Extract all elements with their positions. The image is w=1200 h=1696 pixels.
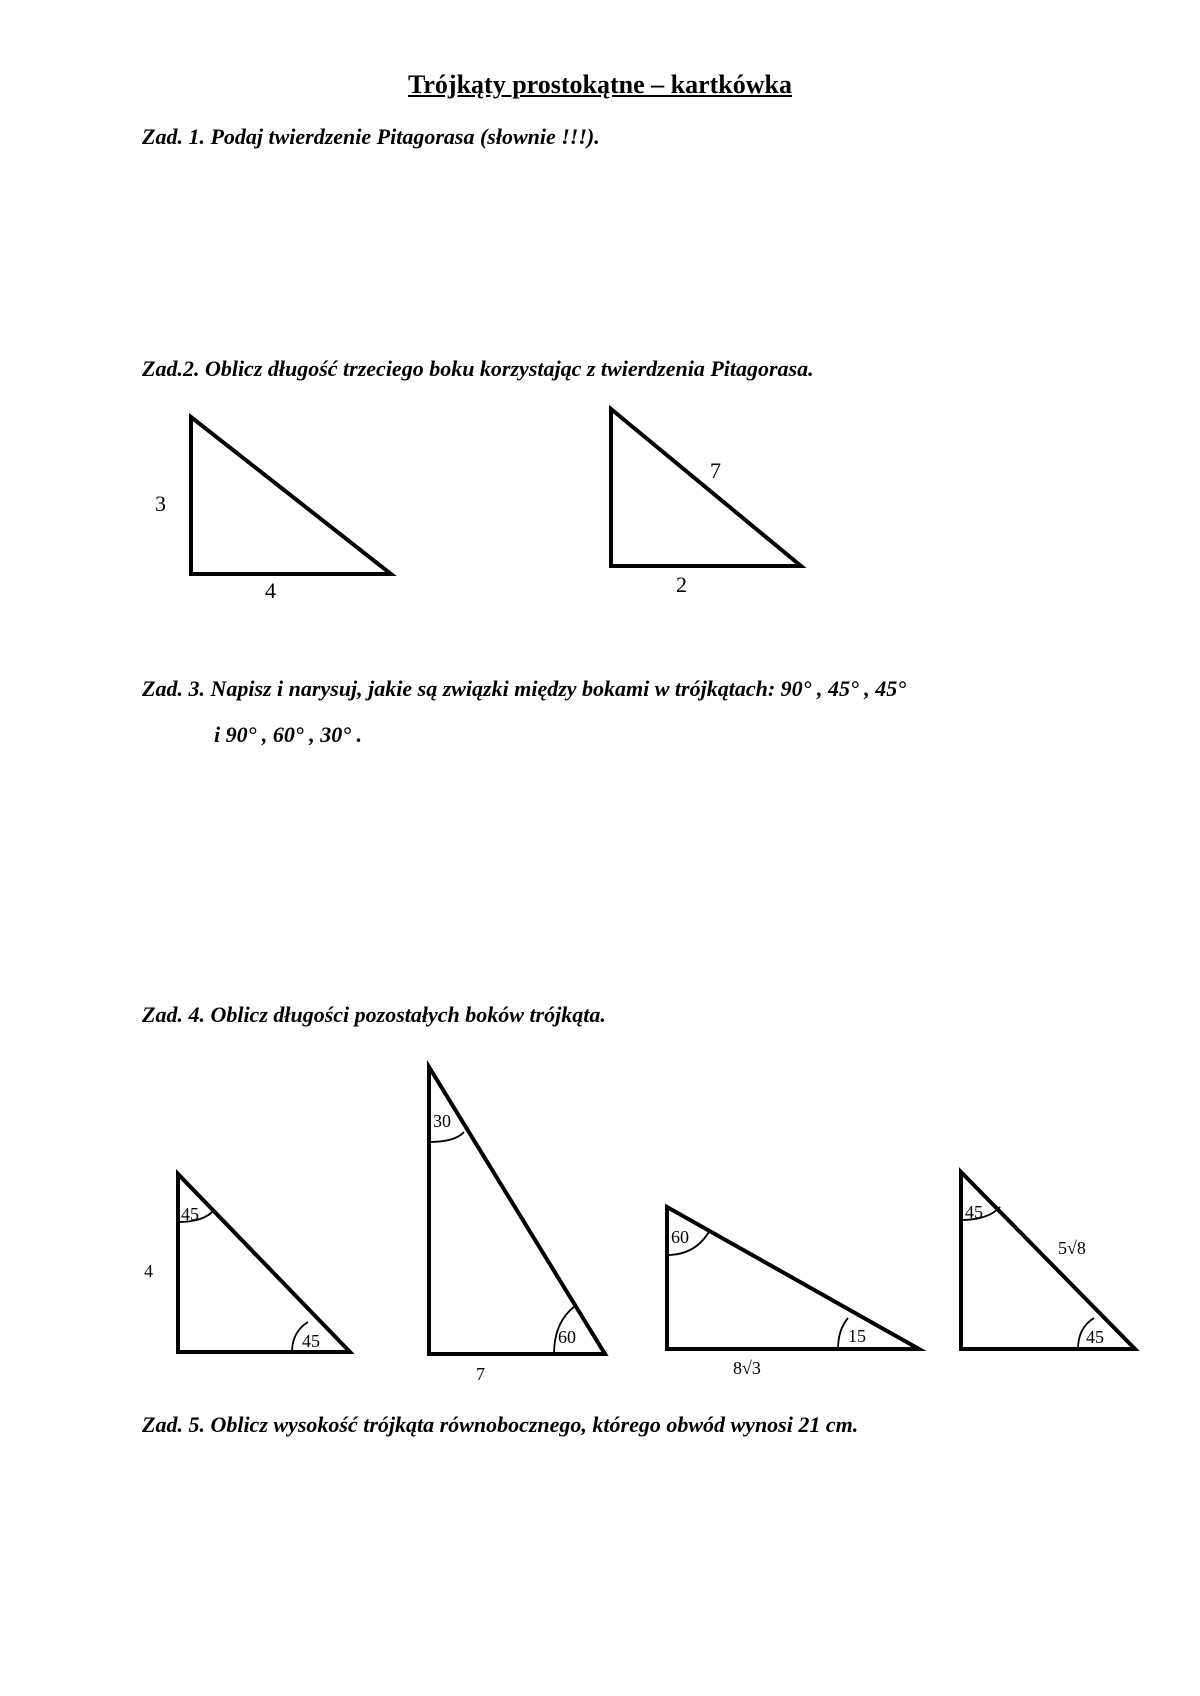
task4-tri1-side-left: 4 [144,1261,153,1281]
task4-triangle-4 [961,1172,1135,1349]
task2-tri2-side-bottom: 2 [676,572,687,597]
task-3-text-continued: i 90° , 60° , 30° . [214,722,363,747]
task4-tri1-angle-top: 45 [181,1204,199,1224]
task4-tri1-angle-right: 45 [302,1331,320,1351]
task2-tri1-side-left: 3 [155,491,166,516]
task4-tri2-side-bottom: 7 [476,1364,485,1384]
task2-tri1-side-bottom: 4 [265,578,276,603]
task4-tri3-angle-left: 60 [671,1227,689,1247]
task4-tri4-angle-right: 45 [1086,1327,1104,1347]
angle-arc [429,1132,464,1142]
task4-tri2-angle-top: 30 [433,1111,451,1131]
task4-tri3-angle-right: 15 [848,1326,866,1346]
task4-tri4-angle-top: 45 [965,1202,983,1222]
task4-triangle-1 [178,1174,350,1352]
task4-tri4-side-hyp: 5√8 [1058,1238,1086,1258]
task4-triangle-2 [429,1067,605,1354]
task-2-text: Zad.2. Oblicz długość trzeciego boku korzystając z twierdzenia Pitagorasa. [142,356,814,381]
task4-tri2-angle-right: 60 [558,1327,576,1347]
task-1-text: Zad. 1. Podaj twierdzenie Pitagorasa (słownie !!!). [142,124,600,149]
task4-tri3-side-bottom: 8√3 [733,1358,761,1378]
task2-triangle-1 [191,417,391,574]
task-5-text: Zad. 5. Oblicz wysokość trójkąta równobocznego, którego obwód wynosi 21 cm. [142,1412,859,1437]
task-3-text: Zad. 3. Napisz i narysuj, jakie są związki między bokami w trójkątach: 90° , 45° , 45° [142,676,907,701]
task2-tri2-side-hyp: 7 [710,458,721,483]
task-4-text: Zad. 4. Oblicz długości pozostałych boków trójkąta. [142,1002,606,1027]
task4-triangle-3 [667,1207,919,1349]
angle-arc [838,1318,848,1349]
page-title: Trójkąty prostokątne – kartkówka [407,70,792,99]
task2-triangle-2 [611,409,801,566]
